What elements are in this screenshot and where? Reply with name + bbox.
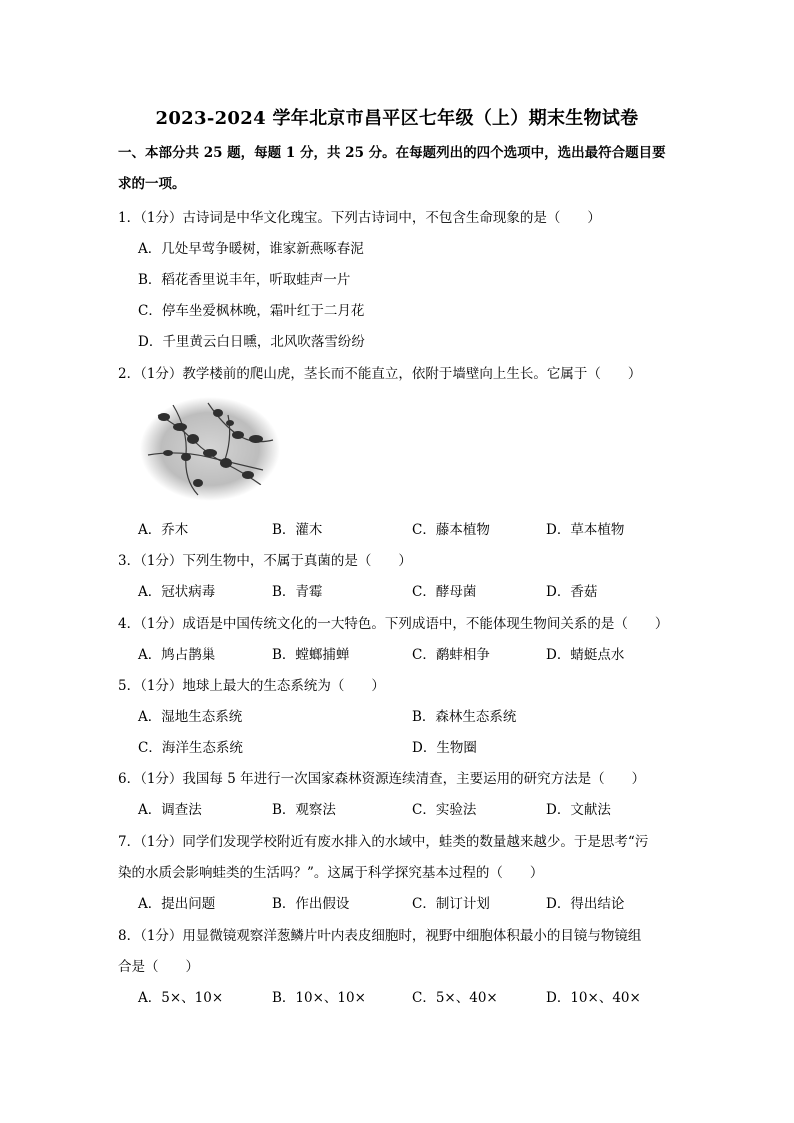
question-5-options-row-1 <box>138 705 678 725</box>
question-5-stem: 5．（1分）地球上最大的生态系统为（ ） <box>118 678 385 694</box>
question-1-option-b: B．稻花香里说丰年，听取蛙声一片 <box>138 272 351 288</box>
question-6-option-a: A．调查法 <box>138 802 202 818</box>
question-8-option-a: A．5×、10× <box>138 990 224 1006</box>
question-2-options <box>138 518 678 538</box>
question-7-options <box>138 892 678 912</box>
question-5-option-d: D．生物圈 <box>412 740 477 756</box>
question-6-option-d: D．文献法 <box>546 802 611 818</box>
question-8-options <box>138 986 678 1006</box>
question-5-option-a: A．湿地生态系统 <box>138 709 243 725</box>
question-8-option-b: B．10×、10× <box>272 990 366 1006</box>
question-3-option-c: C．酵母菌 <box>412 584 477 600</box>
question-4-option-a: A．鸠占鹊巢 <box>138 647 216 663</box>
question-6-option-c: C．实验法 <box>412 802 477 818</box>
question-2-option-b: B．灌木 <box>272 522 323 538</box>
question-3-option-d: D．香菇 <box>546 584 598 600</box>
question-3-option-b: B．青霉 <box>272 584 323 600</box>
question-4-option-d: D．蜻蜓点水 <box>546 647 625 663</box>
question-5-option-c: C．海洋生态系统 <box>138 740 243 756</box>
question-3-option-a: A．冠状病毒 <box>138 584 216 600</box>
section-heading: 一、本部分共 25 题，每题 1 分，共 25 分。在每题列出的四个选项中，选出最符合题目要求的一项。 <box>118 145 666 192</box>
question-7-option-a: A．提出问题 <box>138 896 216 912</box>
question-7-stem-continued: 染的水质会影响蛙类的生活吗？”。这属于科学探究基本过程的（ ） <box>118 865 544 881</box>
question-4-option-b: B．螳螂捕蝉 <box>272 647 350 663</box>
question-8-option-c: C．5×、40× <box>412 990 498 1006</box>
question-1-option-a: A．几处早莺争暖树，谁家新燕啄春泥 <box>138 241 364 257</box>
question-6-option-b: B．观察法 <box>272 802 336 818</box>
question-7-stem: 7．（1分）同学们发现学校附近有废水排入的水域中，蛙类的数量越来越少。于是思考“污 <box>118 834 649 850</box>
ivy-on-wall-photo <box>138 395 282 503</box>
question-6-stem: 6．（1分）我国每 5 年进行一次国家森林资源连续清查，主要运用的研究方法是（ ） <box>118 771 646 787</box>
question-5-options-row-2 <box>138 736 678 756</box>
question-1-option-d: D．千里黄云白日曛，北风吹落雪纷纷 <box>138 334 365 350</box>
question-7-option-b: B．作出假设 <box>272 896 350 912</box>
question-2-option-c: C．藤本植物 <box>412 522 490 538</box>
question-3-stem: 3．（1分）下列生物中，不属于真菌的是（ ） <box>118 553 412 569</box>
question-8-stem-continued: 合是（ ） <box>118 959 199 975</box>
question-4-stem: 4．（1分）成语是中国传统文化的一大特色。下列成语中，不能体现生物间关系的是（ ） <box>118 616 669 632</box>
question-2-stem: 2．（1分）教学楼前的爬山虎，茎长而不能直立，依附于墙壁向上生长。它属于（ ） <box>118 366 642 382</box>
question-2-option-d: D．草本植物 <box>546 522 625 538</box>
exam-title: 2023-2024 学年北京市昌平区七年级（上）期末生物试卷 <box>155 108 639 129</box>
question-4-options <box>138 643 678 663</box>
question-4-option-c: C．鹬蚌相争 <box>412 647 490 663</box>
question-6-options <box>138 798 678 818</box>
question-8-option-d: D．10×、40× <box>546 990 641 1006</box>
question-7-option-d: D．得出结论 <box>546 896 625 912</box>
question-7-option-c: C．制订计划 <box>412 896 490 912</box>
question-3-options <box>138 580 678 600</box>
question-1-stem: 1．（1分）古诗词是中华文化瑰宝。下列古诗词中，不包含生命现象的是（ ） <box>118 210 601 226</box>
question-5-option-b: B．森林生态系统 <box>412 709 517 725</box>
question-2-option-a: A．乔木 <box>138 522 189 538</box>
question-8-stem: 8．（1分）用显微镜观察洋葱鳞片叶内表皮细胞时，视野中细胞体积最小的目镜与物镜组 <box>118 928 642 944</box>
question-1-option-c: C．停车坐爱枫林晚，霜叶红于二月花 <box>138 303 365 319</box>
